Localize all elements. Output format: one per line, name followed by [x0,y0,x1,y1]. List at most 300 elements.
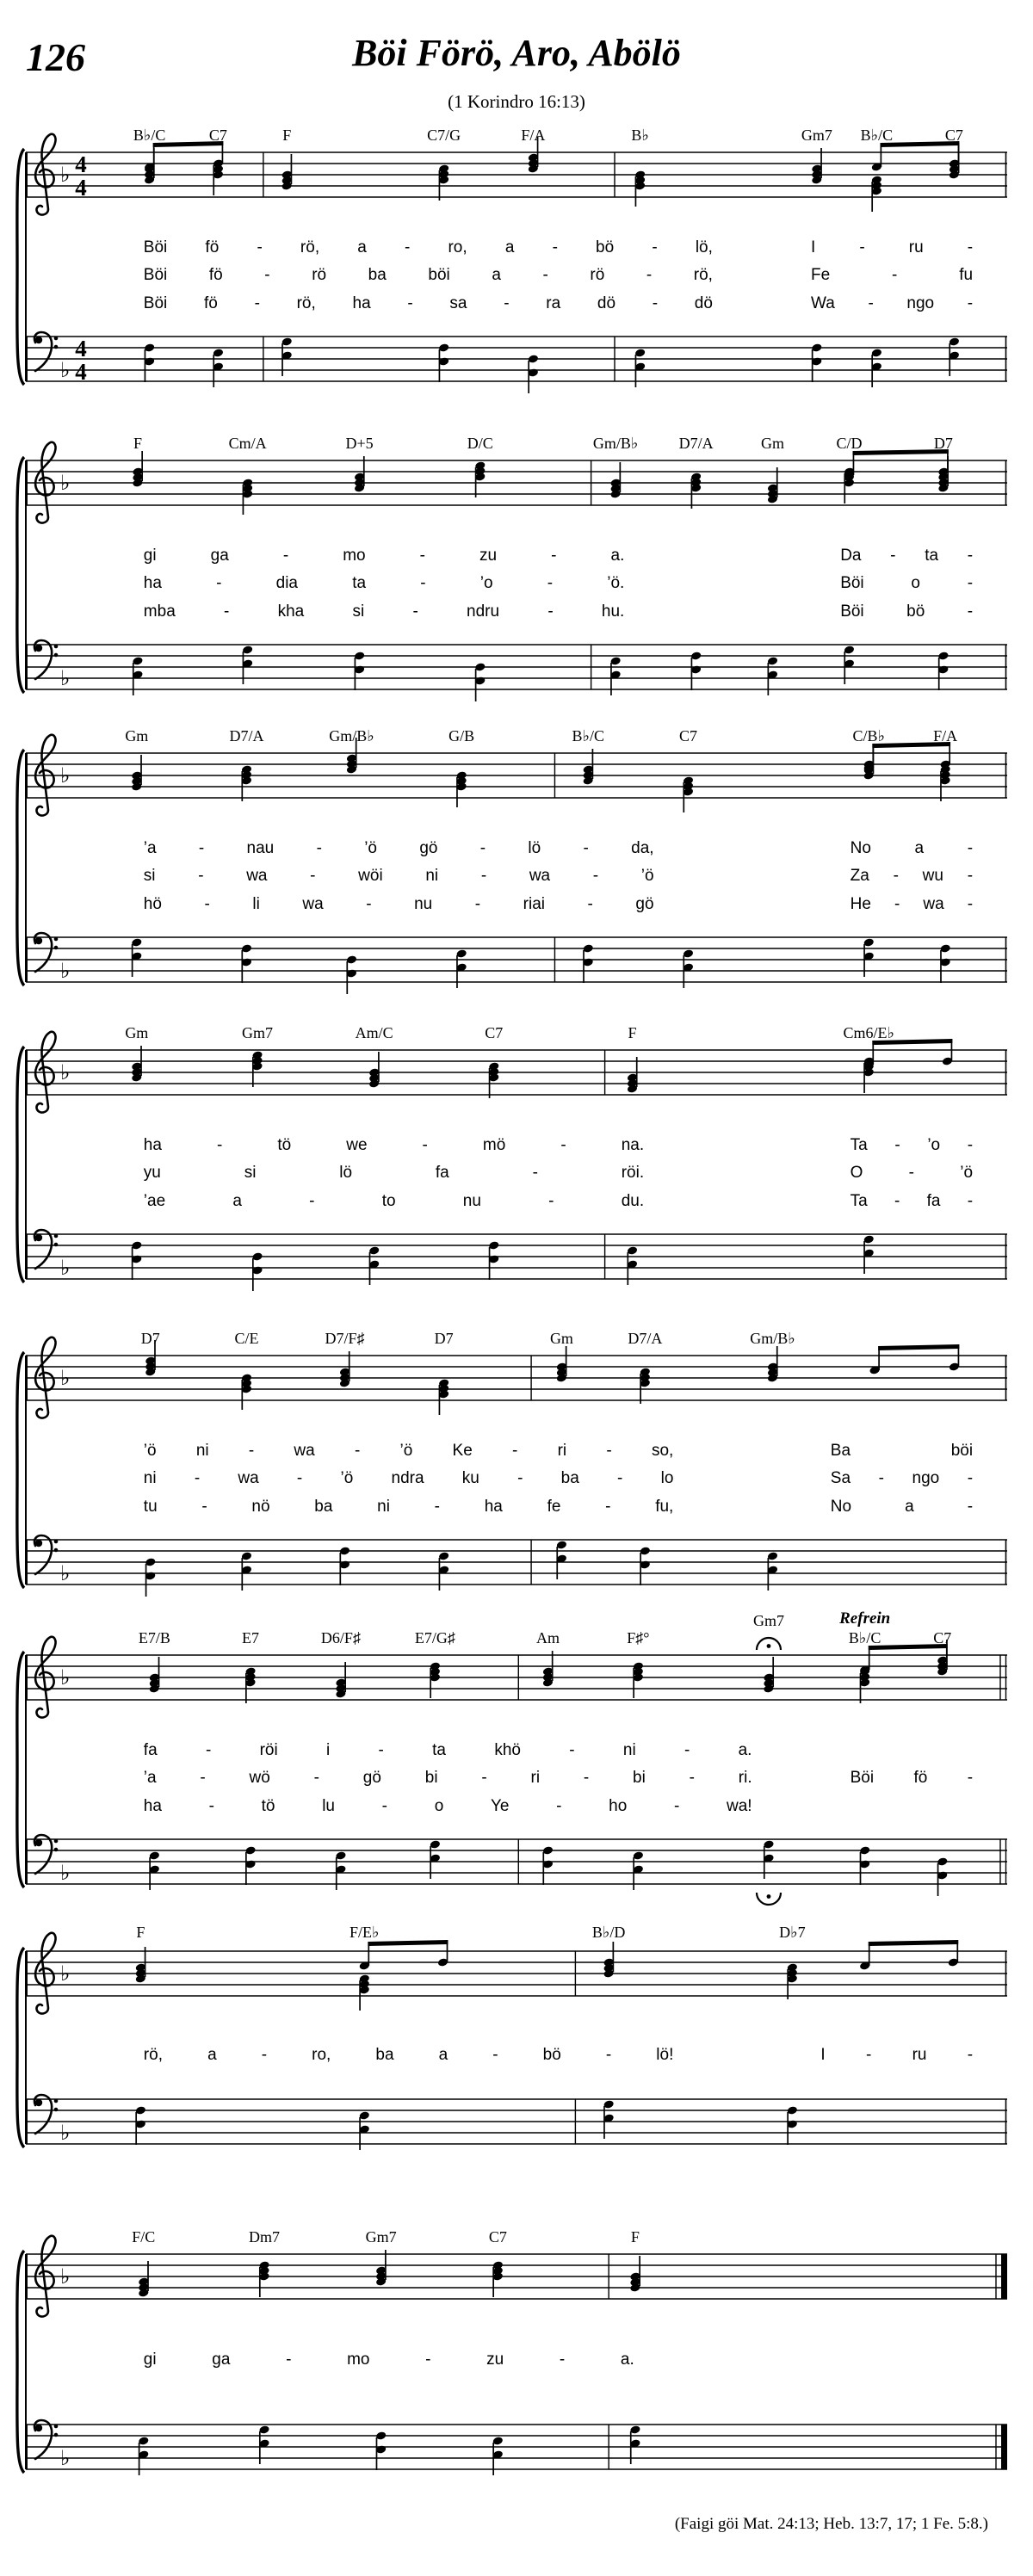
key-signature-flat: ♭ [60,1863,71,1885]
key-signature-flat: ♭ [60,1257,71,1280]
notes [138,2425,640,2475]
syllable: bi [633,1769,646,1787]
syllable: lo [660,1469,674,1487]
syllable: ba [314,1498,333,1516]
syllable: - [559,2351,566,2369]
syllable: ha [352,294,371,312]
chord-symbol: Gm7 [752,1612,784,1629]
syllable: ngo [912,1469,940,1487]
fermata-icon [757,1638,781,1650]
treble-staff [26,460,1007,505]
bass-clef-icon [34,2095,58,2134]
syllable: lö, [695,238,713,256]
syllable: wö [249,1769,270,1787]
syllable: wöi [358,867,383,885]
syllable: - [967,1469,974,1487]
syllable: - [967,1136,974,1154]
syllable: si [352,602,365,621]
syllable: - [560,1136,566,1154]
bass-staff [26,2099,1007,2144]
syllable: - [479,839,486,857]
chord-symbol: B♭/C [848,1629,881,1646]
system-4 [26,1024,1007,1279]
time-signature-numerator: 4 [75,336,87,361]
chord-symbol: C/D [836,435,863,452]
treble-staff [26,1655,1007,1700]
chord-symbol: D6/F♯ [320,1629,361,1646]
syllable: mo [347,2351,370,2369]
syllable: ’a [143,1769,157,1787]
chord-symbol: Am [535,1629,560,1646]
lyric-tail [851,867,974,886]
lyric-line [144,839,654,858]
chord-symbol: C7 [208,127,227,144]
syllable: fe [547,1498,561,1516]
syllable: ha [143,1797,162,1815]
bass-clef-icon [34,2420,58,2459]
syllable: ha [143,574,162,592]
syllable: ku [461,1469,479,1487]
notes [132,646,949,701]
syllable: Wa [811,294,835,312]
syllable: röi. [621,1164,645,1182]
chord-symbol: Gm [125,727,149,744]
syllable: - [419,547,425,565]
treble-staff [26,151,1007,201]
syllable: Za [850,867,869,885]
lyric-line [144,2046,674,2065]
syllable: röi [259,1741,278,1759]
syllable: - [216,1136,223,1154]
syllable: Ye [490,1797,510,1815]
syllable: rö, [296,294,316,312]
lyric-tail [851,1192,974,1211]
lyric-line [144,547,625,565]
syllable: - [316,839,322,857]
syllable: ’ö [340,1469,354,1487]
key-signature-flat: ♭ [60,2122,71,2145]
syllable: ri [557,1442,567,1460]
chord-symbol: C7 [678,727,698,744]
lyric-tail [831,1498,973,1517]
lyric-line [144,1498,674,1517]
chord-symbol: C/B♭ [852,727,886,744]
syllable: rö, [143,2046,163,2064]
syllable: He [850,895,871,913]
syllable: ’o [479,574,493,592]
syllable: na. [621,1136,645,1154]
syllable: - [868,294,874,312]
chord-symbol: E7/B [138,1629,170,1646]
chord-symbol: Gm [549,1330,573,1347]
syllable: tö [277,1136,292,1154]
system-brace-icon [13,1352,25,1588]
bass-clef-icon [34,640,58,679]
syllable: a [232,1192,242,1210]
key-signature-flat: ♭ [60,668,71,690]
notes [135,2100,798,2150]
syllable: gö [419,839,438,857]
syllable: - [474,895,481,913]
syllable: ta [925,547,939,565]
key-signature-flat: ♭ [60,2266,71,2289]
chord-symbol: Gm/B♭ [592,435,639,452]
syllable: a. [610,547,625,565]
chord-symbol: Gm7 [801,127,832,144]
syllable: - [481,1769,487,1787]
lyric-line [144,1469,674,1488]
syllable: wu [922,867,943,885]
syllable: - [689,1769,695,1787]
syllable: - [198,867,204,885]
syllable: wa [529,867,551,885]
syllable: hu. [601,602,625,621]
syllable: nu [414,895,433,913]
syllable: - [569,1741,575,1759]
syllable: rö, [300,238,320,256]
syllable: - [208,1797,214,1815]
system-2 [26,435,1007,689]
beamed-eighth-notes [844,449,949,479]
syllable: ri. [738,1769,752,1787]
syllable: - [967,1498,974,1516]
bass-staff [26,1234,1007,1279]
syllable: - [201,1498,207,1516]
syllable: ’ö. [607,574,625,592]
syllable: ni [622,1741,636,1759]
footer-reference: (Faigi göi Mat. 24:13; Heb. 13:7, 17; 1 Fe. 5:8.) [674,2515,988,2533]
syllable: - [967,2046,974,2064]
syllable: a. [620,2351,634,2369]
lyric-line [144,238,713,257]
syllable: ha [484,1498,503,1516]
syllable: fö [203,294,218,312]
syllable: No [850,839,871,857]
syllable: - [257,238,263,256]
time-signature-numerator: 4 [75,151,87,177]
syllable: No [830,1498,852,1516]
syllable: ’ö [960,1164,974,1182]
chord-symbol: F/C [132,2228,156,2246]
system-brace-icon [13,1948,25,2147]
notes [144,337,960,393]
syllable: - [205,1741,212,1759]
syllable: - [224,602,230,621]
chord-symbol: F [282,127,292,144]
bass-clef-icon [34,933,58,972]
syllable: - [264,266,270,284]
syllable: a [438,2046,448,2064]
chord-symbol: D7/A [229,727,264,744]
lyric-tail [811,294,973,313]
syllable: - [512,1442,518,1460]
syllable: Böi [850,1769,875,1787]
syllable: - [592,867,599,885]
syllable: Ta [850,1136,868,1154]
syllable: - [198,839,205,857]
chord-symbol: D7/F♯ [325,1330,365,1347]
beamed-eighth-notes [359,1940,959,1970]
syllable: wa [238,1469,259,1487]
syllable: ’ö [364,839,377,857]
syllable: - [420,574,426,592]
syllable: we [346,1136,368,1154]
beamed-eighth-notes [863,1039,953,1069]
syllable: - [434,1498,440,1516]
treble-staff [26,1356,1007,1400]
treble-staff [26,753,1007,798]
syllable: da, [631,839,654,857]
syllable: zu [479,547,498,565]
syllable: lö [528,839,541,857]
system-brace-icon [13,2251,25,2473]
syllable: ni [195,1442,209,1460]
key-signature-flat: ♭ [60,1667,71,1690]
syllable: lö! [656,2046,674,2064]
syllable: - [967,602,974,621]
syllable: yu [143,1164,161,1182]
chord-symbol: Gm [761,435,785,452]
syllable: - [894,895,900,913]
syllable: - [354,1442,361,1460]
syllable: - [254,294,260,312]
syllable: - [967,574,974,592]
syllable: - [492,2046,498,2064]
bass-staff [26,1540,1007,1585]
syllable: Fe [811,266,831,284]
syllable: - [366,895,372,913]
bass-clef-icon [34,332,58,371]
syllable: - [296,1469,303,1487]
syllable: wa [246,867,268,885]
syllable: - [652,238,658,256]
chord-symbol: F [628,1024,637,1041]
syllable: - [893,867,899,885]
lyric-tail [811,266,973,285]
syllable: sa [449,294,467,312]
bass-clef-icon [34,1230,58,1269]
key-signature-flat: ♭ [60,2448,71,2470]
system-brace-icon [13,750,25,985]
syllable: ha [143,1136,162,1154]
syllable: - [606,1442,612,1460]
bass-staff [26,645,1007,689]
syllable: fa [143,1741,158,1759]
treble-staff [26,2254,1007,2299]
chord-symbol: F [133,435,142,452]
lyric-line [144,2351,634,2369]
notes [145,1541,778,1597]
chord-symbol: Gm7 [242,1024,274,1041]
syllable: tu [143,1498,158,1516]
lyric-line [144,867,654,886]
syllable: - [890,547,896,565]
syllable: - [551,547,557,565]
notes [131,938,950,994]
syllable: ga [212,2351,231,2369]
system-8 [26,2228,1007,2469]
syllable: ru [912,2046,927,2064]
syllable: - [504,294,510,312]
syllable: - [517,1469,523,1487]
syllable: Böi [143,266,168,284]
syllable: - [381,1797,387,1815]
key-signature-flat: ♭ [60,961,71,983]
bass-staff [26,937,1007,982]
syllable: - [548,1192,554,1210]
chord-symbol: Cm6/E♭ [843,1024,894,1041]
syllable: to [381,1192,396,1210]
syllable: gi [143,2351,157,2369]
chord-symbol: D7 [140,1330,160,1347]
chord-symbol: C7 [933,1629,952,1646]
lyric-tail [811,238,973,257]
syllable: ta [432,1741,447,1759]
chord-symbol: Dm7 [249,2228,281,2246]
syllable: dia [275,574,298,592]
key-signature-flat: ♭ [60,360,71,382]
syllable: a. [738,1741,752,1759]
notes [138,2250,640,2297]
syllable: Sa [830,1469,851,1487]
lyric-line [144,602,625,621]
lyric-tail [840,574,973,593]
beamed-eighth-notes [869,1344,960,1374]
syllable: - [552,238,558,256]
syllable: nö [251,1498,270,1516]
chord-symbol: B♭/D [591,1924,626,1941]
key-signature-flat: ♭ [60,1368,71,1390]
syllable: - [967,867,974,885]
syllable: böi [950,1442,974,1460]
syllable: ba [368,266,387,284]
key-signature-flat: ♭ [60,473,71,495]
syllable: - [542,266,548,284]
beamed-eighth-notes [859,1644,948,1674]
syllable: - [967,294,974,312]
syllable: rö [312,266,327,284]
chord-symbol: C/E [234,1330,259,1347]
system-brace-icon [13,1652,25,1887]
syllable: - [646,266,653,284]
chord-symbol: D7 [434,1330,454,1347]
syllable: - [967,895,974,913]
syllable: bö [906,602,925,621]
chord-symbol: F/E♭ [349,1924,380,1941]
time-signature-denominator: 4 [75,175,87,201]
time-signature-denominator: 4 [75,359,87,385]
lyric-line [144,294,713,313]
syllable: nau [246,839,275,857]
syllable: wa [923,895,944,913]
lyric-line [144,1797,752,1816]
syllable: ro, [312,2046,331,2064]
chord-symbol: B♭/C [860,127,894,144]
system-6 [26,1609,1007,1885]
syllable: - [194,1469,201,1487]
lyric-tail [840,602,973,621]
syllable: - [894,1192,900,1210]
syllable: a [914,839,925,857]
syllable: hö [143,895,162,913]
key-signature-flat: ♭ [60,1963,71,1986]
syllable: - [583,839,589,857]
syllable: a [905,1498,914,1516]
syllable: so, [651,1442,674,1460]
syllable: ’ö [143,1442,157,1460]
syllable: a [492,266,501,284]
lyric-line [144,266,713,285]
treble-staff [26,1050,1007,1095]
chord-symbol: Gm/B♭ [750,1330,795,1347]
syllable: si [244,1164,257,1182]
lyric-line [144,1192,644,1211]
lyric-tail [851,1769,974,1788]
chord-symbol: C7/G [427,127,461,144]
syllable: du. [621,1192,645,1210]
syllable: fa [435,1164,449,1182]
treble-staff [26,1951,1007,1996]
syllable: tö [261,1797,275,1815]
syllable: wa! [727,1797,752,1815]
scripture-reference: (1 Korindro 16:13) [448,91,585,112]
syllable: ni [143,1469,157,1487]
chord-symbol: Gm/B♭ [329,727,374,744]
notes [149,1840,948,1896]
lyric-line [144,1769,752,1788]
syllable: bö [542,2046,561,2064]
syllable: gö [362,1769,381,1787]
chord-symbol: B♭ [631,127,649,144]
syllable: Ke [452,1442,473,1460]
key-signature-flat: ♭ [60,164,71,187]
system-7 [26,1924,1007,2144]
page-title: Böi Förö, Aro, Abölö [352,32,681,74]
syllable: - [967,1192,974,1210]
lyric-tail [851,1136,974,1155]
syllable: - [261,2046,268,2064]
bass-clef-icon [34,1835,58,1874]
syllable: - [200,1769,206,1787]
chord-symbol: C7 [485,1024,504,1041]
syllable: I [820,2046,826,2064]
notes [135,1942,798,2011]
syllable: o [434,1797,444,1815]
syllable: mö [482,1136,506,1154]
syllable: - [967,238,974,256]
syllable: ndru [467,602,500,621]
system-brace-icon [13,1047,25,1282]
beamed-eighth-notes [863,742,951,772]
lyric-tail [820,2046,973,2065]
chord-symbol: E7 [242,1629,260,1646]
syllable: - [282,547,289,565]
chord-symbol: C7 [944,127,963,144]
syllable: ri [530,1769,541,1787]
system-brace-icon [13,149,25,385]
beamed-eighth-notes [144,141,960,171]
syllable: - [684,1741,690,1759]
syllable: - [556,1797,562,1815]
syllable: a [504,238,515,256]
bass-clef-icon [34,1535,58,1574]
syllable: - [652,294,659,312]
chord-symbol: Am/C [355,1024,393,1041]
syllable: ru [908,238,924,256]
syllable: - [673,1797,680,1815]
syllable: - [412,602,418,621]
syllable: ba [375,2046,394,2064]
